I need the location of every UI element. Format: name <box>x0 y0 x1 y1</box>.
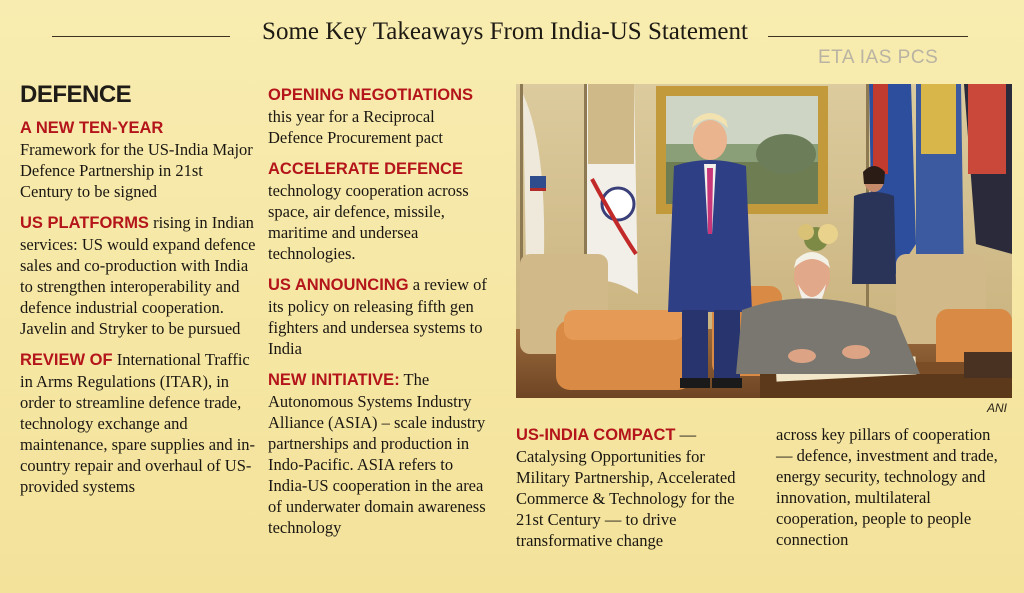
takeaway-text: — Catalysing Opportunities for Military Partnership, Accelerated Commerce & Technology for the 21st Century — to drive transformative change <box>516 425 736 550</box>
takeaway-text: The Autonomous Systems Industry Alliance (ASIA) – scale industry partnerships and production in Indo-Pacific. ASIA refers to India-US cooperation in the area of underwater domain awareness technology <box>268 370 486 537</box>
takeaway-item <box>20 117 256 202</box>
takeaway-lead: OPENING NEGOTIATIONS <box>268 86 474 104</box>
negotiations-column <box>268 84 490 548</box>
title-rule-left <box>52 36 230 37</box>
takeaway-text: International Traffic in Arms Regulations (ITAR), in order to streamline defence trade, technology exchange and maintenance, spare supplies and in-country repair and overhaul of US-provided systems <box>20 350 256 496</box>
watermark: ETA IAS PCS <box>818 47 939 68</box>
takeaway-lead: NEW INITIATIVE: <box>268 371 400 389</box>
takeaway-item <box>20 212 256 339</box>
takeaway-item <box>20 349 256 497</box>
title-rule-right <box>768 36 968 37</box>
takeaway-text: this year for a Reciprocal Defence Procurement pact <box>268 107 443 147</box>
takeaway-item <box>268 84 490 148</box>
photo-credit: ANI <box>987 401 1008 415</box>
page-title: Some Key Takeaways From India-US Statement <box>262 18 748 45</box>
takeaway-item <box>516 424 752 551</box>
news-photo <box>516 84 1012 398</box>
takeaway-text: a review of its policy on releasing fifth gen fighters and undersea systems to India <box>268 275 487 358</box>
takeaway-item <box>268 369 490 538</box>
compact-column <box>516 424 752 561</box>
photo-illustration <box>516 84 1012 398</box>
takeaway-text-continued: across key pillars of cooperation — defence, investment and trade, energy security, technology and innovation, multilateral cooperation, people to people connection <box>776 425 998 549</box>
takeaway-lead: US ANNOUNCING <box>268 276 409 294</box>
takeaway-lead: ACCELERATE DEFENCE <box>268 160 463 178</box>
takeaway-lead: US-INDIA COMPACT <box>516 426 676 444</box>
takeaway-item <box>268 158 490 264</box>
takeaway-text: rising in Indian services: US would expand defence sales and co-production with India to strengthen interoperability and defence industrial cooperation. Javelin and Stryker to be pursued <box>20 213 256 338</box>
takeaway-item <box>268 274 490 359</box>
takeaway-lead: US PLATFORMS <box>20 214 149 232</box>
takeaway-text: Framework for the US-India Major Defence Partnership in 21st Century to be signed <box>20 140 253 201</box>
takeaway-text: technology cooperation across space, air defence, missile, maritime and undersea technologies. <box>268 181 469 263</box>
defence-column <box>20 81 256 507</box>
title-bar <box>0 0 1024 70</box>
section-heading-defence: DEFENCE <box>20 81 132 108</box>
takeaway-lead: REVIEW OF <box>20 351 113 369</box>
compact-continued-column <box>776 424 1006 560</box>
takeaway-lead: A NEW TEN-YEAR <box>20 119 164 137</box>
